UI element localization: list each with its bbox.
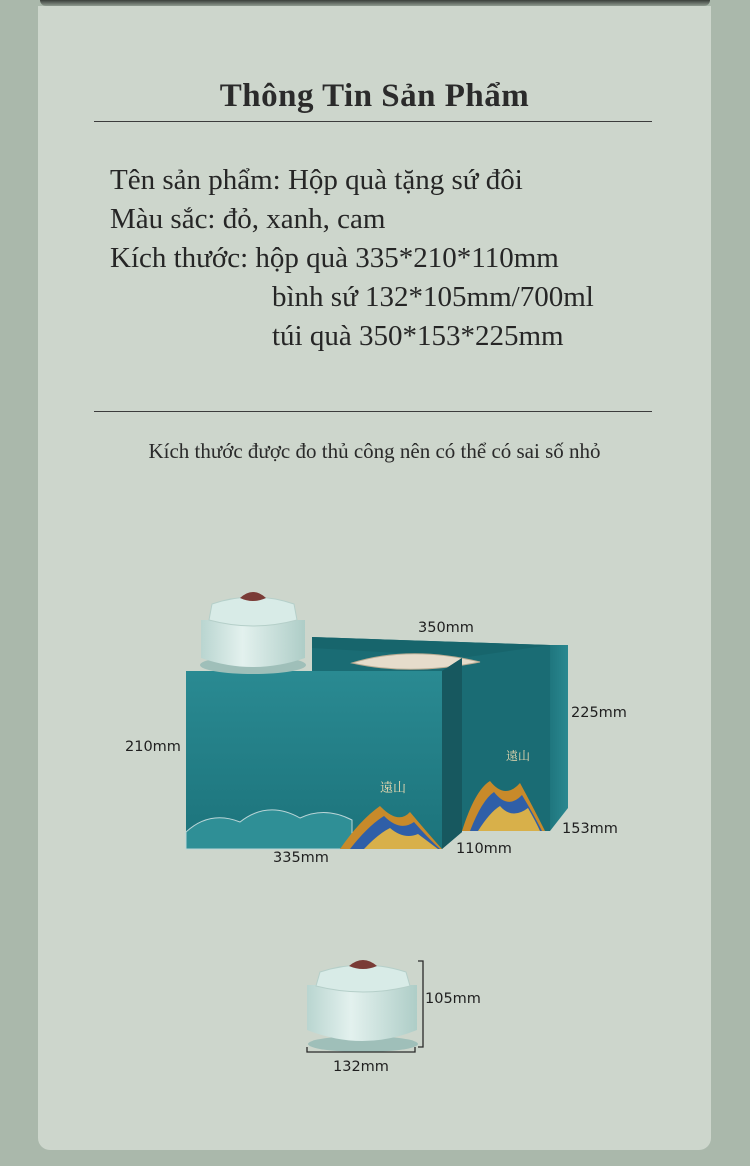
label-bag-width: 350mm	[418, 620, 474, 636]
spec-colors: Màu sắc: đỏ, xanh, cam	[110, 203, 386, 235]
spec-size-jar: bình sứ 132*105mm/700ml	[272, 281, 594, 313]
label-box-length: 335mm	[273, 850, 329, 866]
label-box-height: 210mm	[125, 739, 181, 755]
gift-box	[186, 658, 462, 849]
label-bag-depth: 153mm	[562, 821, 618, 837]
label-box-depth: 110mm	[456, 841, 512, 857]
bag-calligraphy: 遠山	[506, 749, 531, 763]
label-bag-height: 225mm	[571, 705, 627, 721]
label-jar-height: 105mm	[425, 991, 481, 1007]
spec-size-bag: túi quà 350*153*225mm	[272, 320, 564, 352]
measurement-note: Kích thước được đo thủ công nên có thể có sai số nhỏ	[148, 439, 601, 463]
label-jar-diameter: 132mm	[333, 1059, 389, 1075]
jar-on-box	[200, 592, 306, 674]
box-calligraphy: 遠山	[380, 781, 407, 796]
jar-standalone	[307, 960, 418, 1052]
page-title: Thông Tin Sản Phẩm	[219, 78, 530, 114]
spec-size-box: Kích thước: hộp quà 335*210*110mm	[110, 242, 559, 274]
spec-product-name: Tên sản phẩm: Hộp quà tặng sứ đôi	[110, 164, 523, 196]
